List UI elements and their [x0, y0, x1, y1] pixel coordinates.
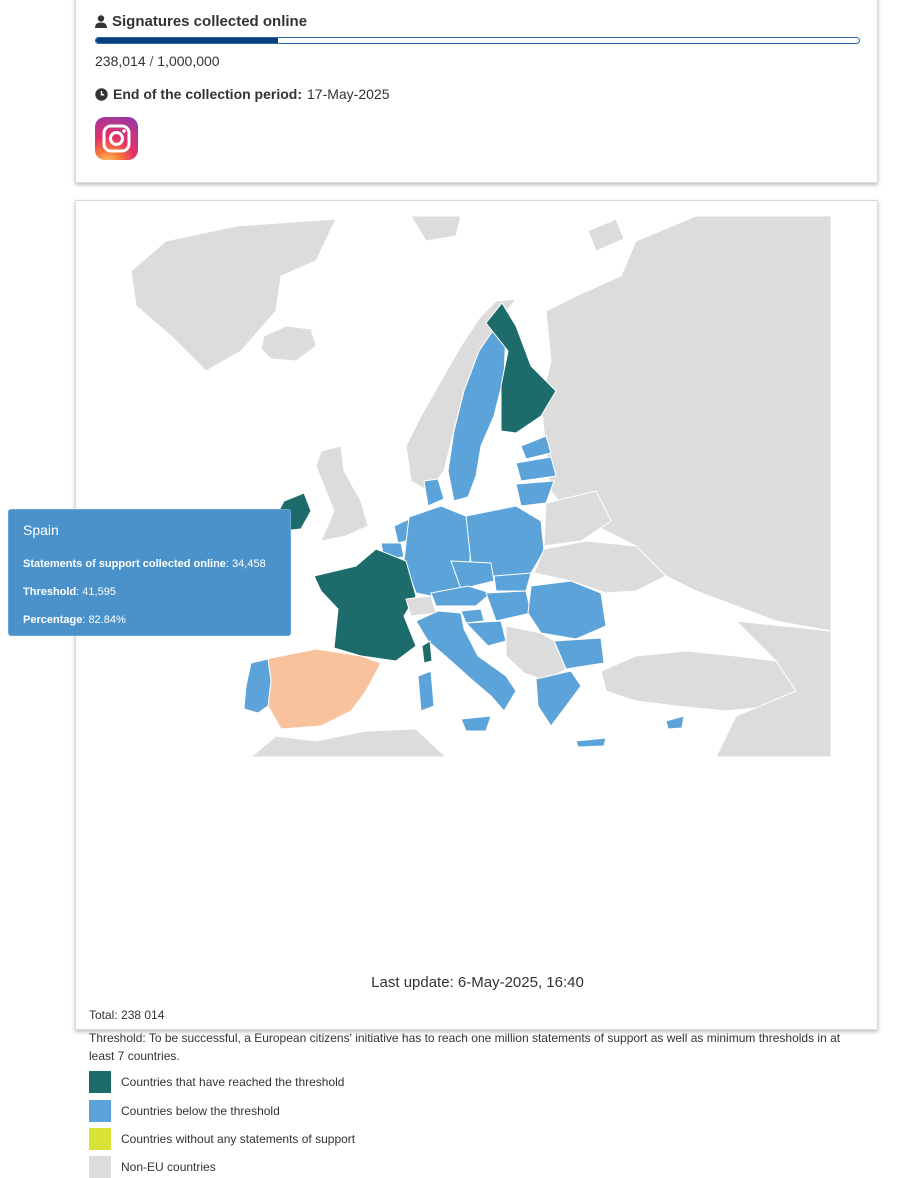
collection-end: [95, 86, 390, 102]
threshold-note: Threshold: To be successful, a European citizens' initiative has to reach one million statements of support as well as minimum thresholds in at least 7 countries.: [89, 1031, 841, 1063]
legend-label-reached: Countries that have reached the threshold: [121, 1075, 345, 1089]
last-update: Last update: 6-May-2025, 16:40: [371, 974, 584, 991]
instagram-icon[interactable]: [95, 117, 138, 160]
legend-swatch-noneu: [89, 1156, 111, 1178]
tooltip-country: Spain: [23, 522, 59, 538]
tooltip-threshold-value: 41,595: [82, 586, 116, 598]
tooltip-statements-label: Statements of support collected online: [23, 558, 226, 570]
signatures-collected: 238,014: [95, 53, 146, 69]
signatures-card: [75, 0, 878, 183]
tooltip-statements-value: 34,458: [232, 558, 266, 570]
signatures-count: [95, 53, 220, 69]
tooltip-threshold: Threshold: 41,595: [23, 586, 116, 598]
signatures-goal: 1,000,000: [157, 53, 220, 69]
legend-item-reached: [89, 1071, 344, 1093]
slovakia: [494, 573, 531, 591]
legend-label-below: Countries below the threshold: [121, 1104, 280, 1118]
legend-label-noneu: Non-EU countries: [121, 1160, 216, 1174]
legend-swatch-none: [89, 1128, 111, 1150]
tooltip-percentage: Percentage: 82.84%: [23, 614, 126, 626]
tooltip-percentage-value: 82.84%: [88, 614, 126, 626]
sicily: [461, 716, 491, 731]
instagram-glyph: [95, 117, 138, 160]
total-signatures: Total: 238 014: [89, 1008, 165, 1022]
signatures-title: [95, 13, 307, 30]
user-icon: [95, 15, 107, 28]
tooltip-statements: Statements of support collected online: 34,458: [23, 558, 266, 570]
clock-icon: [95, 88, 108, 101]
signatures-separator: /: [149, 53, 154, 69]
legend-swatch-reached: [89, 1071, 111, 1093]
legend-item-none: [89, 1128, 355, 1150]
legend-item-below: [89, 1100, 280, 1122]
tooltip-threshold-label: Threshold: [23, 586, 77, 598]
signatures-progress-fill: [96, 38, 278, 43]
collection-end-label: End of the collection period:: [113, 86, 302, 102]
signatures-progress-bar: [95, 37, 860, 44]
switzerland: [406, 596, 436, 616]
sardinia: [418, 671, 434, 711]
collection-end-date: 17-May-2025: [307, 86, 390, 102]
tooltip-percentage-label: Percentage: [23, 614, 83, 626]
legend-item-noneu: [89, 1156, 216, 1178]
legend-swatch-below: [89, 1100, 111, 1122]
signatures-title-text: Signatures collected online: [112, 13, 308, 30]
legend-label-none: Countries without any statements of support: [121, 1132, 356, 1146]
europe-map: [76, 201, 879, 761]
country-tooltip: [8, 509, 291, 636]
